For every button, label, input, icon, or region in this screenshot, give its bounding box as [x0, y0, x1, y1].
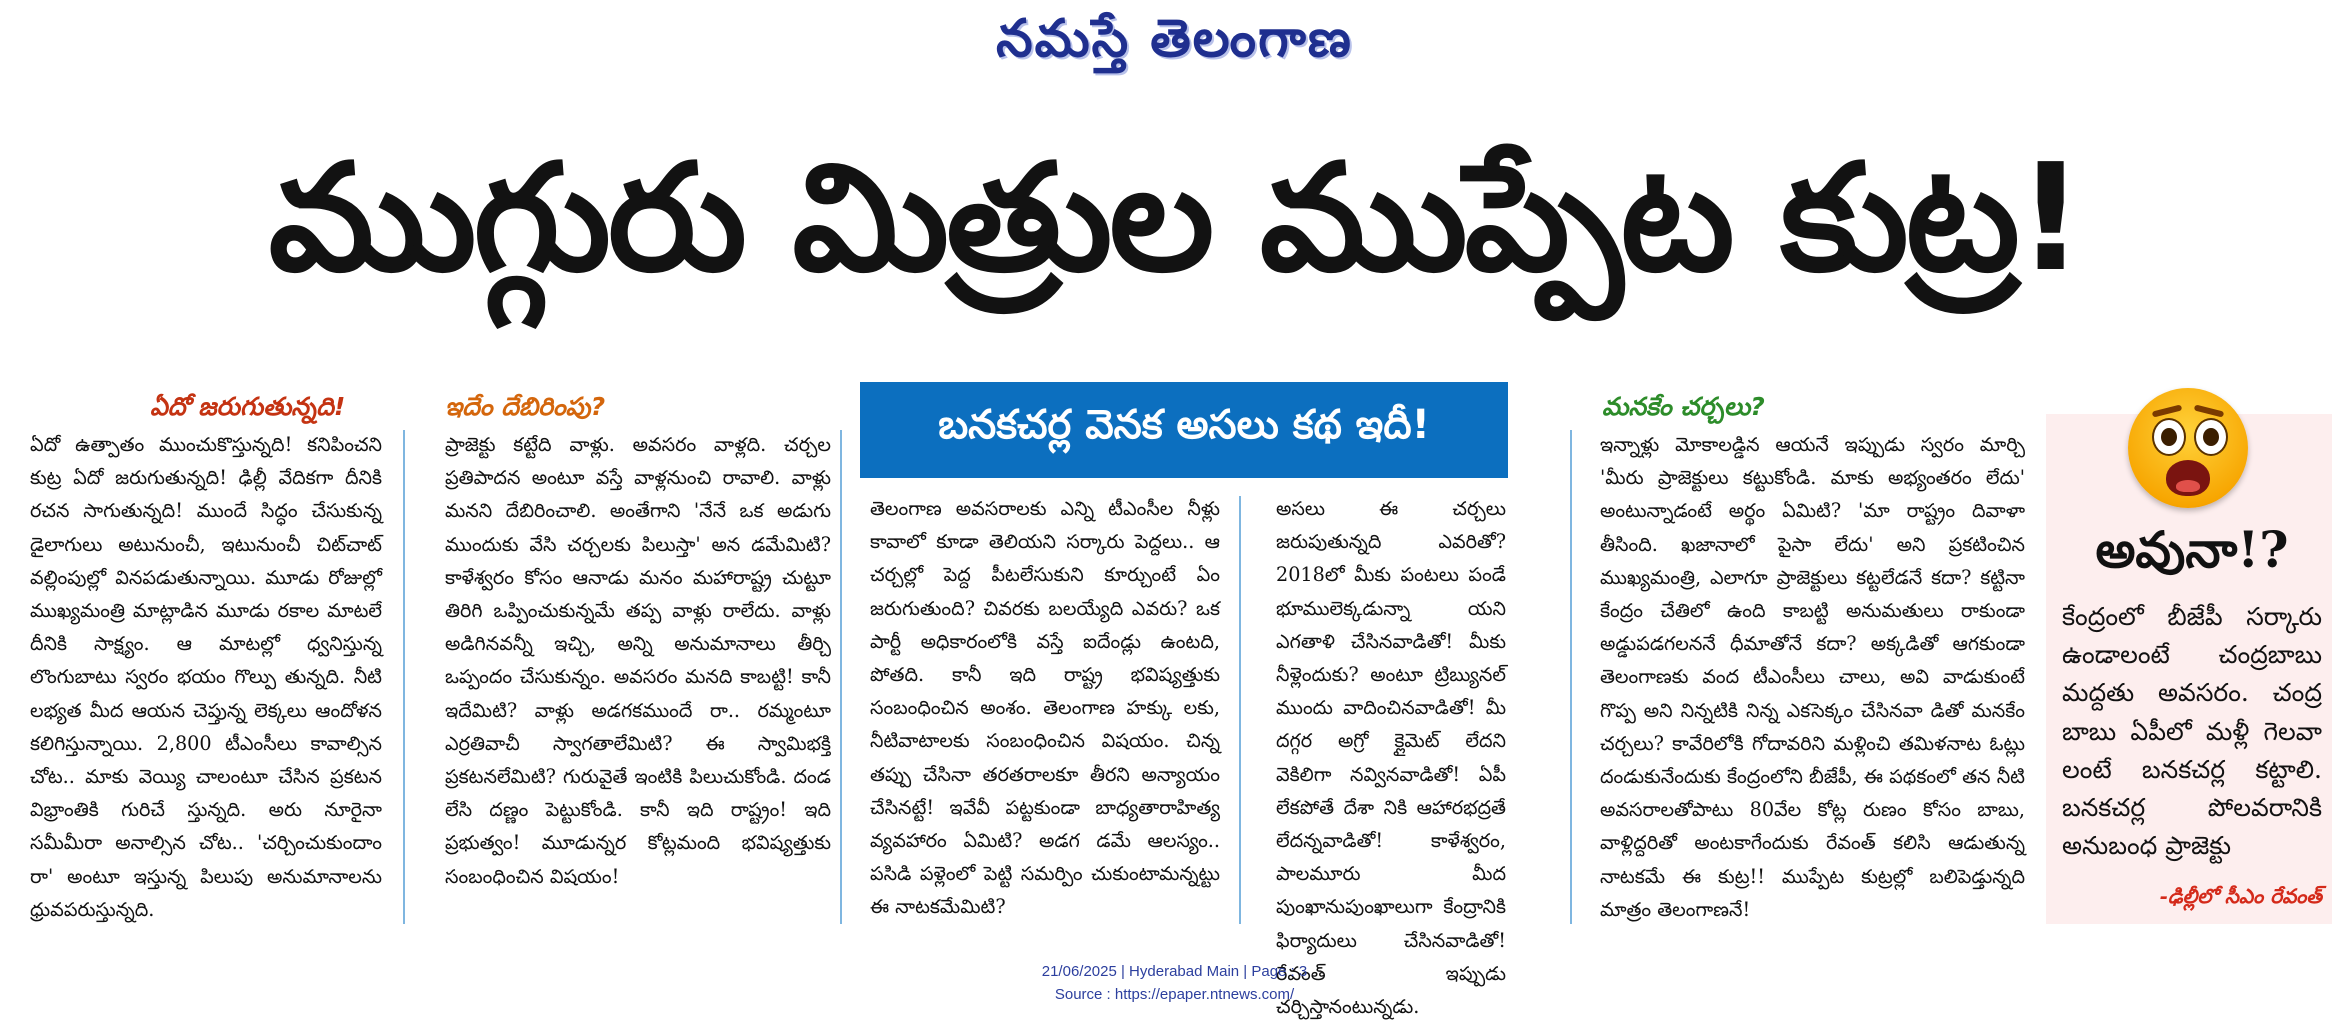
col5-text: ఇన్నాళ్లు మోకాలడ్డిన ఆయనే ఇప్పుడు స్వరం మార్చి 'మీరు ప్రాజెక్టులు కట్టుకోండి. మాకు అభ్యంతరం లేదు' అంటున్నాడంటే అర్థం ఏమిటి? 'మా రాష్ట్రం దివాళా తీసింది. ఖజానాలో పైసా లేదు' అని ప్రకటించిన ముఖ్యమంత్రి, ఎలాగూ ప్రాజెక్టులు కట్టలేడనే కదా? కట్టినా కేంద్రం చేతిలో ఉంది కాబట్టి అనుమతులు రాకుండా అడ్డుపడగలననే ధీమాతోనే కదా? అక్కడితో ఆగకుండా తెలంగాణకు వంద టీఎంసీలు చాలు, అవి వాడుకుంటే గొప్ప అని నిన్నటికి నిన్న ఎకసెక్కం చేసినవా డితో మనకేం చర్చలు? కావేరిలోకి గోదావరిని మళ్లించి తమిళనాట ఓట్లు దండుకునేందుకు కేంద్రంలోని బీజేపీ, ఈ పథకంలో తన నీటి అవసరాలతోపాటు 80వేల కోట్ల రుణం కోసం బాబు, వాళ్లిద్దరితో అంటకాగేందుకు రేవంత్ కలిసి ఆడుతున్న నాటకమే ఈ కుట్ర!! ముప్పేట కుట్రల్లో బలిపెడ్తున్నది మాత్రం తెలంగాణనే! — [1600, 433, 2025, 921]
col2-text: ప్రాజెక్టు కట్టేది వాళ్లు. అవసరం వాళ్లది. చర్చల ప్రతిపాదన అంటూ వస్తే వాళ్లనుంచి రావాలి. వాళ్లు మనని దేబిరించాలి. అంతేగాని 'నేనే ఒక అడుగు ముందుకు వేసి చర్చలకు పిలుస్తా' అన డమేమిటి? కాళేశ్వరం కోసం ఆనాడు మనం మహారాష్ట్ర చుట్టూ తిరిగి ఒప్పించుకున్నమే తప్ప వాళ్లు రాలేదు. వాళ్లు అడిగినవన్నీ ఇచ్చి, అన్ని అనుమానాలు తీర్చి ఒప్పందం చేసుకున్నం. అవసరం మనది కాబట్టి! కానీ ఇదేమిటి? వాళ్లు అడగకముందే రా.. రమ్మంటూ ఎర్రతివాచీ స్వాగతాలేమిటి? ఈ స్వామిభక్తి ప్రకటనలేమిటి? గురువైతే ఇంటికి పిలుచుకోండి. దండ లేసి దణ్ణం పెట్టుకోండి. కానీ ఇది రాష్ట్రం! ఇది ప్రభుత్వం! మూడున్నర కోట్లమంది భవిష్యత్తుకు సంబంధించిన విషయం! — [445, 433, 831, 888]
col3-text: తెలంగాణ అవసరాలకు ఎన్ని టీఎంసీల నీళ్లు కావాలో కూడా తెలియని సర్కారు పెద్దలు.. ఆ చర్చల్లో పెద్ద పీటలేసుకుని కూర్చుంటే ఏం జరుగుతుంది? చివరకు బలయ్యేది ఎవరు? ఒక పార్టీ అధికారంలోకి వస్తే ఐదేండ్లు ఉంటది, పోతది. కానీ ఇది రాష్ట్ర భవిష్యత్తుకు సంబంధించిన అంశం. తెలంగాణ హక్కు లకు, నీటివాటాలకు సంబంధించిన విషయం. చిన్న తప్పు చేసినా తరతరాలకూ తీరని అన్యాయం చేసినట్టే! ఇవేవీ పట్టకుండా బాధ్యతారాహిత్య వ్యవహారం ఏమిటి? అడగ డమే ఆలస్యం.. పసిడి పళ్లెంలో పెట్టి సమర్పిం చుకుంటామన్నట్టు ఈ నాటకమేమిటి? — [870, 497, 1220, 919]
column-rule — [1570, 430, 1572, 924]
col5-kicker: మనకేం చర్చలు? — [1602, 392, 1765, 421]
column-rule — [840, 430, 842, 924]
col1-kicker: ఏదో జరుగుతున్నది! — [150, 392, 346, 421]
sidebar-quote: కేంద్రంలో బీజేపీ సర్కారు ఉండాలంటే చంద్రబాబు మద్దతు అవసరం. చంద్ర బాబు ఏపీలో మళ్లీ గెలవా లంటే బనకచర్ల కట్టాలి. బనకచర్ల పోలవరానికి అనుబంధ ప్రాజెక్టు — [2062, 602, 2322, 861]
sidebar-heading: అవునా!? — [2095, 520, 2289, 579]
column-rule — [1239, 496, 1241, 924]
footer-dateline: 21/06/2025 | Hyderabad Main | Page : 3 — [1041, 963, 1308, 980]
footer-source: Source : https://epaper.ntnews.com/ — [1054, 986, 1295, 1003]
banner: బనకచర్ల వెనక అసలు కథ ఇదీ! — [860, 382, 1508, 478]
astonished-face-icon — [2128, 388, 2248, 508]
masthead: నమస్తే తెలంగాణ — [996, 8, 1353, 69]
col1-text: ఏదో ఉత్పాతం ముంచుకొస్తున్నది! కనిపించని కుట్ర ఏదో జరుగుతున్నది! ఢిల్లీ వేదికగా దీనికి రచన సాగుతున్నది! ముందే సిద్ధం చేసుకున్న డైలాగులు అటునుంచీ, ఇటునుంచీ చిట్‌చాట్ వల్లింపుల్లో వినపడుతున్నాయి. మూడు రోజుల్లో ముఖ్యమంత్రి మాట్లాడిన మూడు రకాల మాటలే దీనికి సాక్ష్యం. ఆ మాటల్లో ధ్వనిస్తున్న లొంగుబాటు స్వరం భయం గొల్పు తున్నది. నీటి లభ్యత మీద ఆయన చెప్తున్న లెక్కలు ఆందోళన కలిగిస్తున్నాయి. 2,800 టీఎంసీలు కావాల్సిన చోట.. మాకు వెయ్యి చాలంటూ చేసిన ప్రకటన విభ్రాంతికి గురిచే స్తున్నది. అరు నూరైనా సమీమీరా అనాల్సిన చోట.. 'చర్చించుకుందాం రా' అంటూ ఇస్తున్న పిలుపు అనుమానాలను ధ్రువపరుస్తున్నది. — [30, 433, 382, 921]
column-rule — [403, 430, 405, 924]
col2-kicker: ఇదేం దేబిరింపు? — [445, 392, 606, 421]
headline: ముగ్గురు మిత్రుల ముప్పేట కుట్ర! — [268, 132, 2082, 304]
sidebar-credit: -ఢిల్లీలో సీఎం రేవంత్ — [2159, 884, 2322, 908]
col4-text: అసలు ఈ చర్చలు జరుపుతున్నది ఎవరితో? 2018లో మీకు పంటలు పండే భూములెక్కడున్నా యని ఎగతాళి చేసినవాడితో! మీకు నీళ్లెందుకు? అంటూ ట్రిబ్యునల్ ముందు వాదించినవాడితో! మీ దగ్గర అగ్రో క్లైమెట్ లేదని వెకిలిగా నవ్వినవాడితో! ఏపీ లేకపోతే దేశా నికి ఆహారభద్రతే లేదన్నవాడితో! కాళేశ్వరం, పాలమూరు మీద పుంఖానుపుంఖాలుగా కేంద్రానికి ఫిర్యాదులు చేసినవాడితో! రేవంత్ ఇప్పుడు చర్చిస్తానంటున్నడు. — [1276, 497, 1506, 1019]
